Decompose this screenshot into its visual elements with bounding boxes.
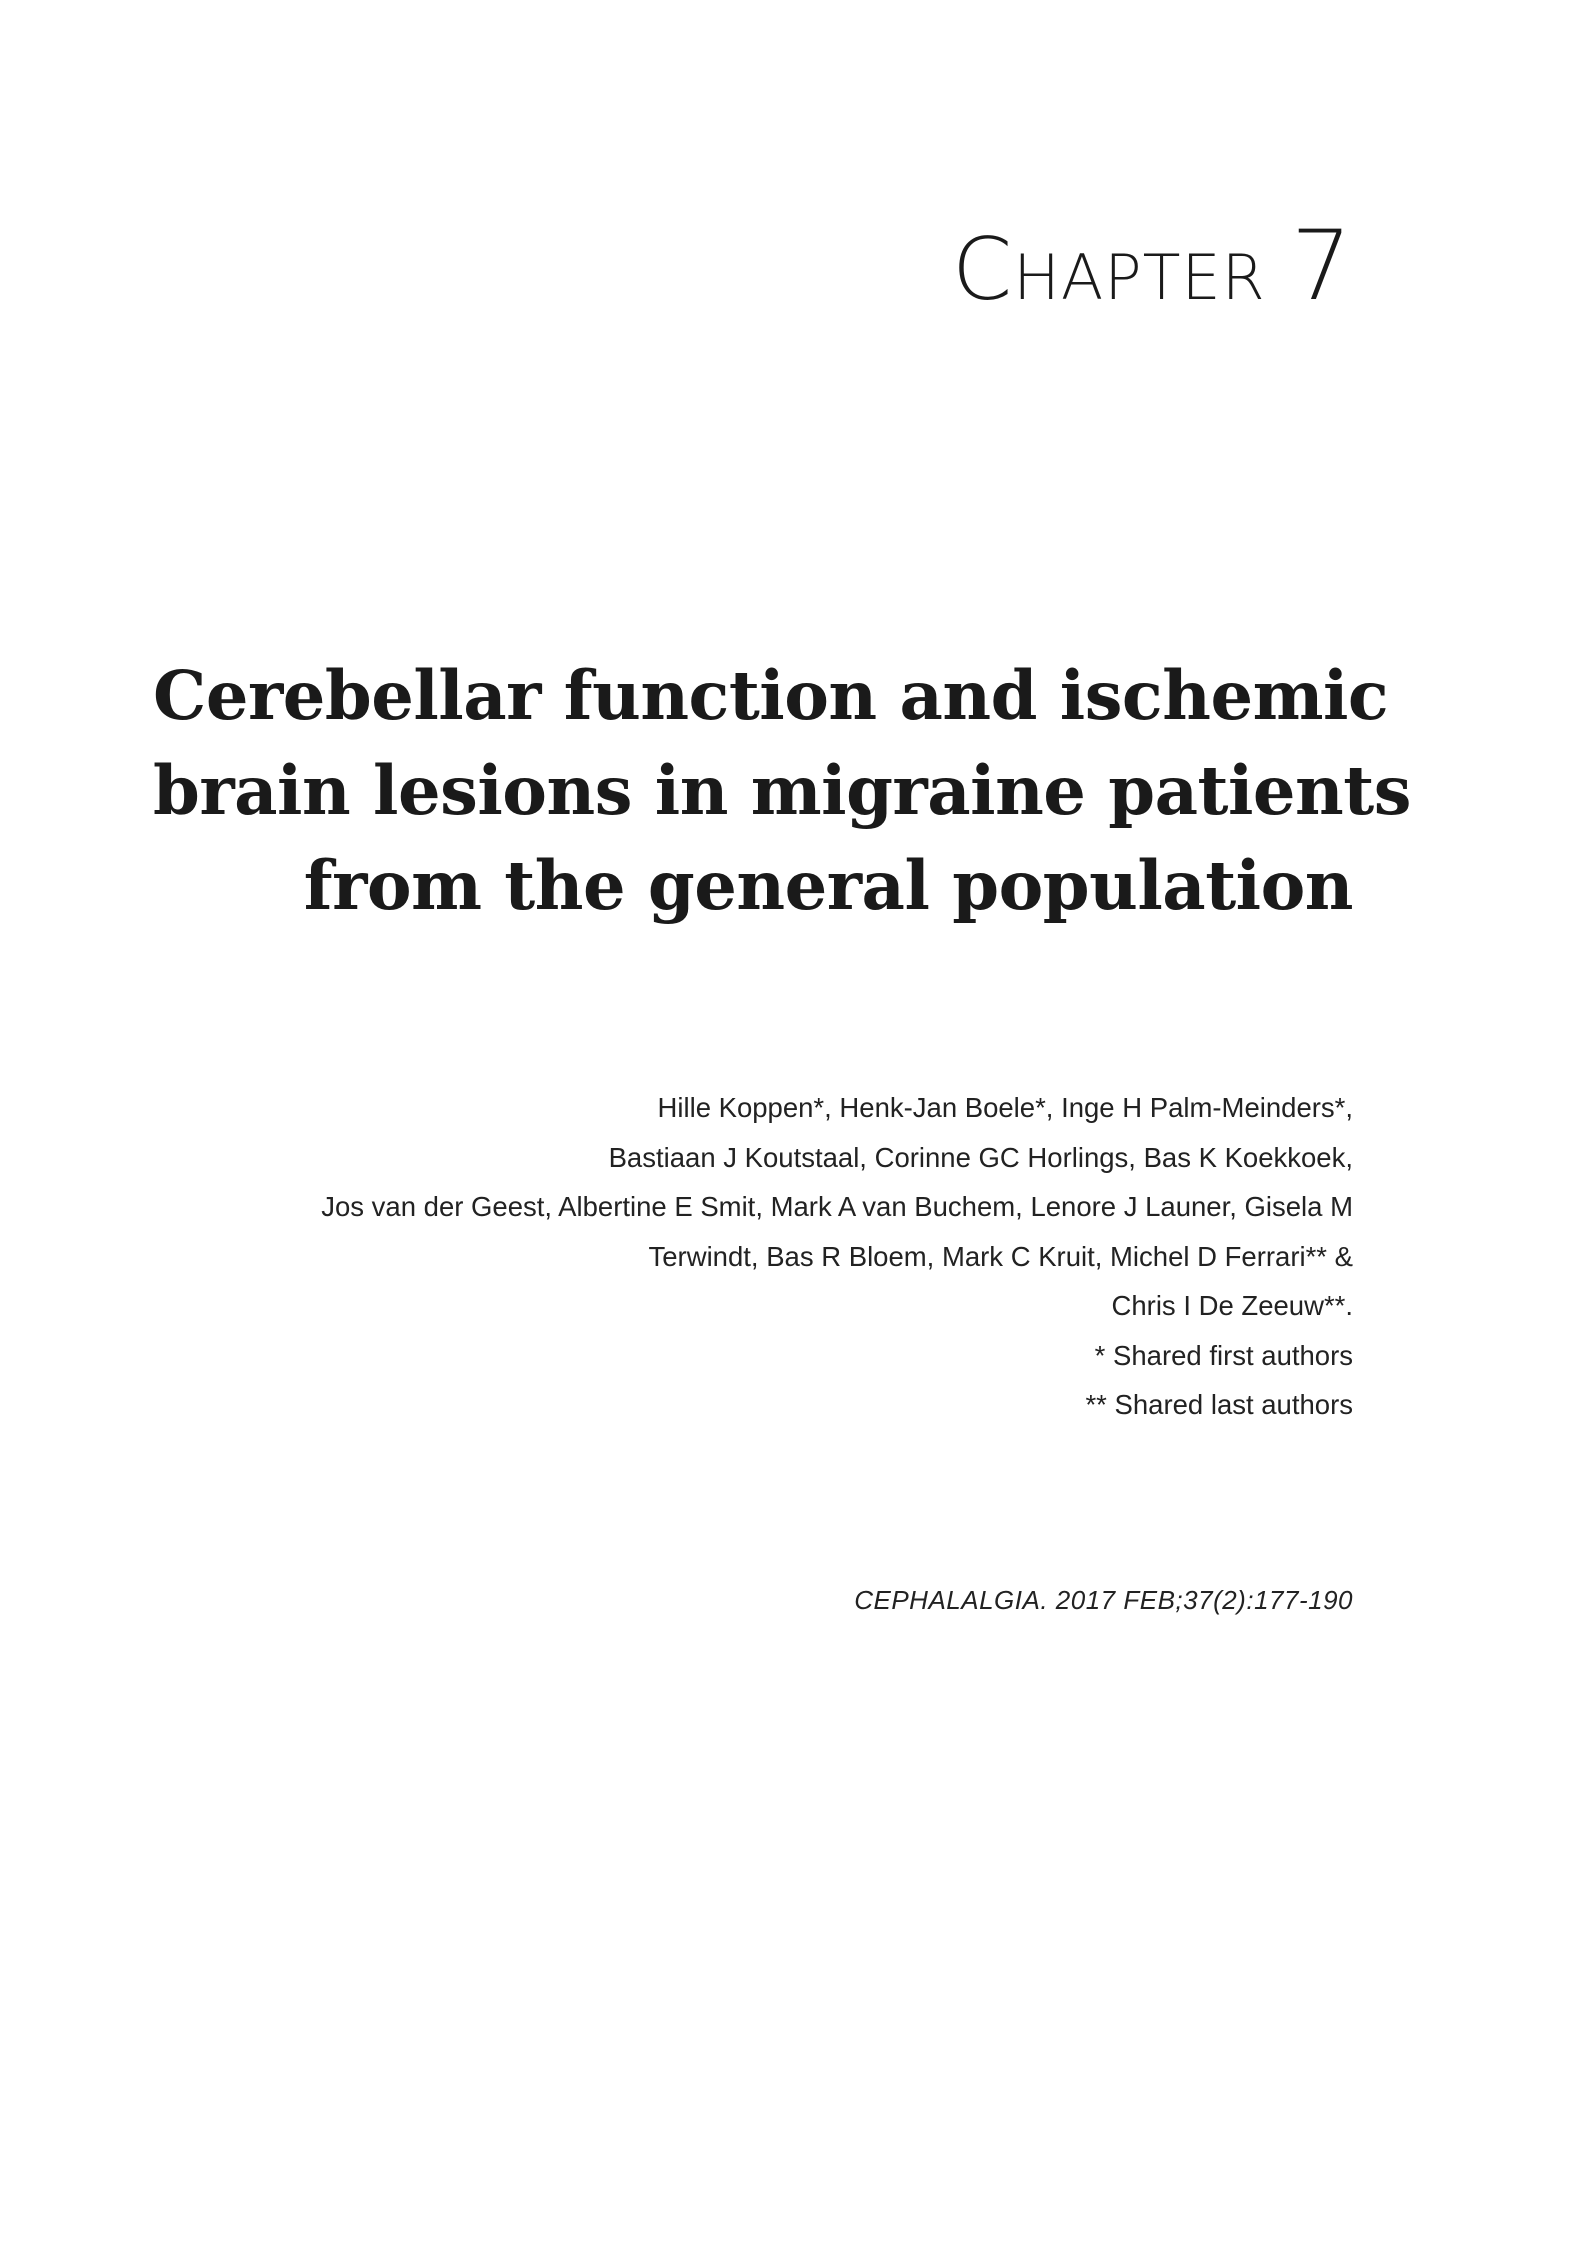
author-list bbox=[153, 1083, 1353, 1430]
author-note-first: * Shared first authors bbox=[1094, 1339, 1353, 1371]
author-line: Jos van der Geest, Albertine E Smit, Mark A van Buchem, Lenore J Launer, Gisela M bbox=[321, 1191, 1353, 1222]
author-note-last: ** Shared last authors bbox=[1085, 1389, 1353, 1420]
article-title-line: brain lesions in migraine patients bbox=[153, 751, 1411, 830]
author-line: Chris I De Zeeuw**. bbox=[1111, 1290, 1353, 1321]
chapter-heading-rest: HAPTER bbox=[1013, 241, 1266, 314]
author-line: Hille Koppen*, Henk-Jan Boele*, Inge H Palm-Meinders*, bbox=[657, 1092, 1353, 1123]
chapter-number: 7 bbox=[1290, 210, 1353, 322]
journal-citation: CEPHALALGIA. 2017 FEB;37(2):177-190 bbox=[854, 1585, 1353, 1615]
chapter-heading-initial: C bbox=[952, 220, 1014, 320]
article-title-line: from the general population bbox=[303, 846, 1353, 925]
article-title bbox=[153, 648, 1411, 933]
chapter-heading bbox=[952, 210, 1353, 322]
article-title-line: Cerebellar function and ischemic bbox=[153, 656, 1389, 735]
author-line: Bastiaan J Koutstaal, Corinne GC Horlings, Bas K Koekkoek, bbox=[608, 1141, 1353, 1173]
author-line: Terwindt, Bas R Bloem, Mark C Kruit, Michel D Ferrari** & bbox=[648, 1240, 1353, 1272]
